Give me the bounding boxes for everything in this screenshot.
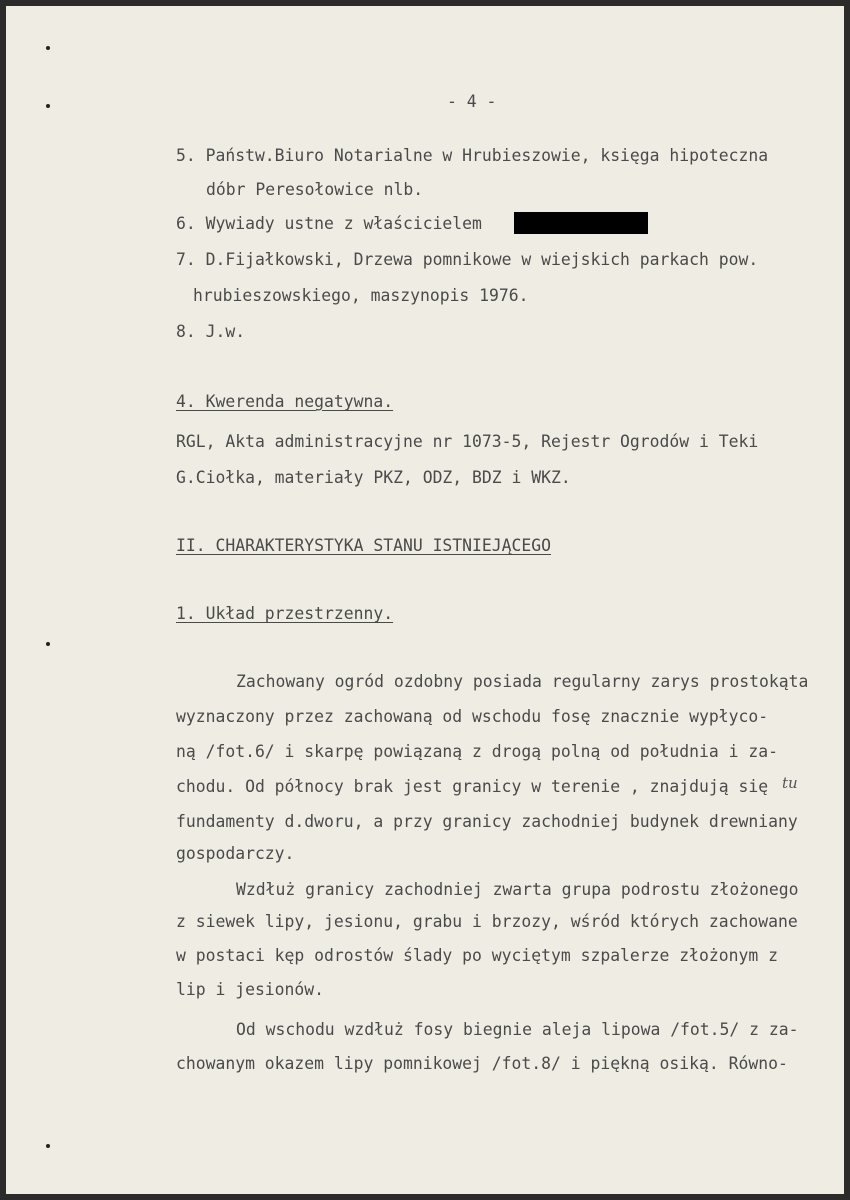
paragraph-line: w postaci kęp odrostów ślady po wyciętym szpalerze złożonym z	[176, 946, 778, 965]
section-4-line-1: RGL, Akta administracyjne nr 1073-5, Rejestr Ogrodów i Teki	[176, 432, 759, 451]
binding-hole	[46, 104, 50, 108]
page-number: - 4 -	[447, 92, 497, 111]
paragraph-line: z siewek lipy, jesionu, grabu i brzozy, wśród których zachowane	[176, 912, 798, 931]
binding-hole	[46, 642, 50, 646]
paragraph-line: chodu. Od północy brak jest granicy w terenie , znajdują się	[176, 777, 769, 796]
binding-hole	[46, 46, 50, 50]
source-item-7: 7. D.Fijałkowski, Drzewa pomnikowe w wiejskich parkach pow.	[176, 250, 759, 269]
paragraph-line: gospodarczy.	[176, 844, 295, 863]
paragraph-line: chowanym okazem lipy pomnikowej /fot.8/ i piękną osiką. Równo-	[176, 1054, 788, 1073]
source-item-5: 5. Państw.Biuro Notarialne w Hrubieszowie, księga hipoteczna	[176, 146, 769, 165]
handwritten-insertion: tu	[782, 774, 798, 792]
source-item-8: 8. J.w.	[176, 322, 246, 341]
section-4-heading: 4. Kwerenda negatywna.	[176, 392, 394, 411]
paragraph-line: fundamenty d.dworu, a przy granicy zachodniej budynek drewniany	[176, 812, 798, 831]
redaction-bar	[514, 212, 648, 234]
paragraph-line: lip i jesionów.	[176, 980, 325, 999]
paragraph-line: Od wschodu wzdłuż fosy biegnie aleja lipowa /fot.5/ z za-	[236, 1020, 799, 1039]
source-item-6: 6. Wywiady ustne z właścicielem	[176, 214, 482, 233]
paragraph-line: Wzdłuż granicy zachodniej zwarta grupa podrostu złożonego	[236, 880, 799, 899]
section-4-line-2: G.Ciołka, materiały PKZ, ODZ, BDZ i WKZ.	[176, 468, 571, 487]
section-heading: II. CHARAKTERYSTYKA STANU ISTNIEJĄCEGO	[176, 536, 551, 555]
paragraph-line: wyznaczony przez zachowaną od wschodu fosę znacznie wypłyco-	[176, 707, 769, 726]
paragraph-line: Zachowany ogród ozdobny posiada regularny zarys prostokąta	[236, 672, 809, 691]
source-item-5-cont: dóbr Peresołowice nlb.	[206, 180, 424, 199]
binding-hole	[46, 1144, 50, 1148]
source-item-7-cont: hrubieszowskiego, maszynopis 1976.	[193, 286, 529, 305]
paragraph-line: ną /fot.6/ i skarpę powiązaną z drogą polną od południa i za-	[176, 742, 778, 761]
subsection-heading: 1. Układ przestrzenny.	[176, 604, 394, 623]
